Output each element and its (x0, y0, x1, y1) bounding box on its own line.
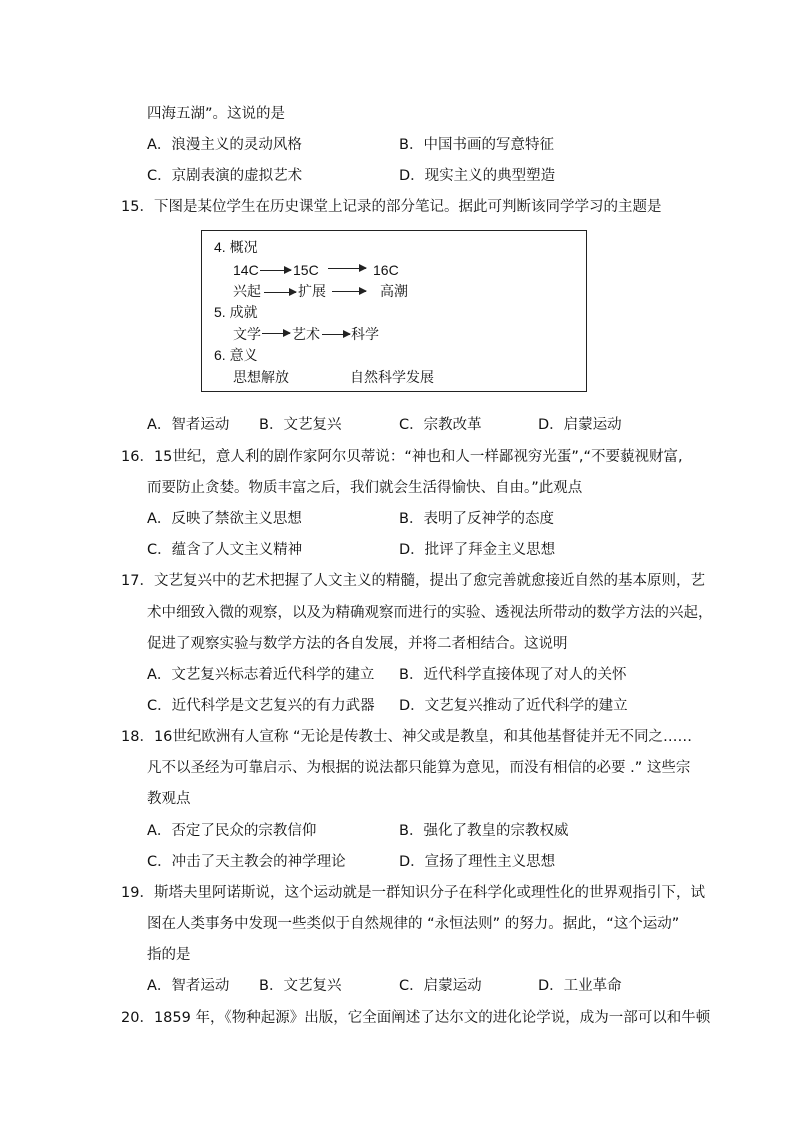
q19-stem-line2: 图在人类事务中发现一些类似于自然规律的 “永恒法则” 的努力。据此，“这个运动” (147, 916, 680, 932)
notes-art: 艺术 (292, 326, 320, 342)
q18-stem-line2: 凡不以圣经为可靠启示、为根据的说法都只能算为意见，而没有相信的必要 .” 这些宗 (147, 760, 691, 776)
notes-peak: 高潮 (380, 283, 408, 299)
q14-stem-continuation: 四海五湖”。这说的是 (147, 106, 286, 122)
q19-stem-line3: 指的是 (147, 947, 191, 963)
q15-option-b: B．文艺复兴 (259, 417, 342, 433)
notes-thought-liberation: 思想解放 (233, 369, 289, 385)
notes-14c: 14C (233, 262, 259, 278)
arrow-icon (262, 333, 290, 334)
q18-option-d: D．宣扬了理性主义思想 (399, 854, 556, 870)
q18-option-b: B．强化了教皇的宗教权威 (399, 823, 569, 839)
notes-science-development: 自然科学发展 (350, 369, 434, 385)
q16-stem-line2: 而要防止贪婪。物质丰富之后，我们就会生活得愉快、自由。”此观点 (147, 480, 583, 496)
q19-option-c: C．启蒙运动 (399, 978, 482, 994)
q17-stem-line2: 术中细致入微的观察，以及为精确观察而进行的实验、透视法所带动的数学方法的兴起， (147, 605, 713, 621)
arrow-icon (328, 268, 366, 269)
q20-stem-line1: 20．1859 年，《物种起源》出版，它全面阐述了达尔文的进化论学说，成为一部可以和牛顿 (121, 1010, 711, 1026)
arrow-icon (260, 270, 291, 271)
q17-option-a: A．文艺复兴标志着近代科学的建立 (147, 667, 375, 683)
q16-stem-line1: 16．15世纪，意人利的剧作家阿尔贝蒂说：“神也和人一样鄙视穷光蛋”,“不要藐视财富, (121, 449, 683, 465)
q14-option-d: D．现实主义的典型塑造 (399, 168, 556, 184)
q19-stem-line1: 19．斯塔夫里阿诺斯说，这个运动就是一群知识分子在科学化或理性化的世界观指引下，试 (121, 885, 705, 901)
q15-stem: 15．下图是某位学生在历史课堂上记录的部分笔记。据此可判断该同学学习的主题是 (121, 199, 662, 215)
notes-science: 科学 (351, 326, 379, 342)
q14-option-b: B．中国书画的写意特征 (399, 137, 554, 153)
q19-option-a: A．智者运动 (147, 978, 230, 994)
q16-option-a: A．反映了禁欲主义思想 (147, 511, 302, 527)
q15-option-d: D．启蒙运动 (538, 417, 622, 433)
notes-heading-significance: 6. 意义 (214, 347, 258, 363)
q19-option-d: D．工业革命 (538, 978, 622, 994)
notes-heading-overview: 4. 概况 (214, 239, 258, 255)
arrow-icon (332, 291, 366, 292)
q19-option-b: B．文艺复兴 (259, 978, 342, 994)
q15-option-c: C．宗教改革 (399, 417, 482, 433)
arrow-icon (322, 334, 350, 335)
q16-option-d: D．批评了拜金主义思想 (399, 542, 556, 558)
notes-expand: 扩展 (298, 283, 326, 299)
q18-option-a: A．否定了民众的宗教信仰 (147, 823, 317, 839)
q17-stem-line3: 促进了观察实验与数学方法的各自发展，并将二者相结合。这说明 (147, 636, 568, 652)
q16-option-b: B．表明了反神学的态度 (399, 511, 554, 527)
q18-stem-line1: 18．16世纪欧洲有人宣称 “无论是传教士、神父或是教皇，和其他基督徒并无不同之…… (121, 729, 693, 745)
q15-notes-figure (201, 230, 587, 392)
q17-option-c: C．近代科学是文艺复兴的有力武器 (147, 698, 375, 714)
arrow-icon (264, 292, 296, 293)
q17-option-b: B．近代科学直接体现了对人的关怀 (399, 667, 627, 683)
q18-option-c: C．冲击了天主教会的神学理论 (147, 854, 346, 870)
notes-16c: 16C (373, 262, 399, 278)
q14-option-c: C．京剧表演的虚拟艺术 (147, 168, 303, 184)
notes-literature: 文学 (233, 326, 261, 342)
q14-option-a: A．浪漫主义的灵动风格 (147, 137, 302, 153)
notes-rise: 兴起 (233, 283, 261, 299)
q17-option-d: D．文艺复兴推动了近代科学的建立 (399, 698, 628, 714)
notes-15c: 15C (293, 262, 319, 278)
q18-stem-line3: 教观点 (147, 791, 191, 807)
q15-option-a: A．智者运动 (147, 417, 230, 433)
q17-stem-line1: 17．文艺复兴中的艺术把握了人文主义的精髓，提出了愈完善就愈接近自然的基本原则，艺 (121, 573, 705, 589)
q16-option-c: C．蕴含了人文主义精神 (147, 542, 303, 558)
notes-heading-achievements: 5. 成就 (214, 304, 258, 320)
